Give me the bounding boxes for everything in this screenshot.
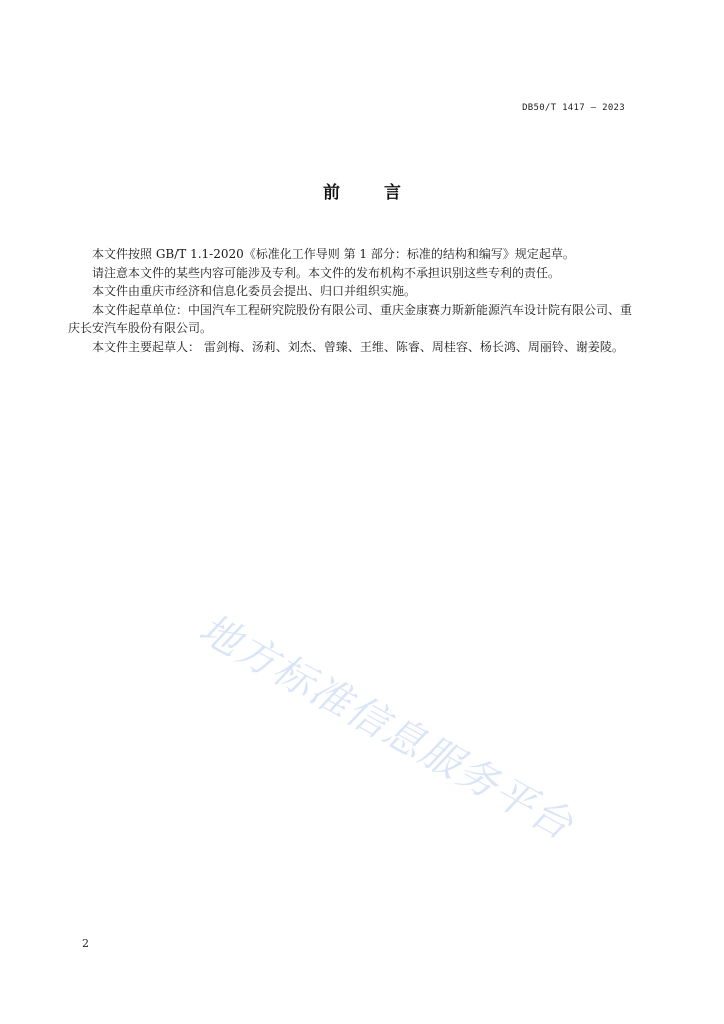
preface-paragraph-patent-notice: 请注意本文件的某些内容可能涉及专利。本文件的发布机构不承担识别这些专利的责任。 (92, 265, 561, 280)
watermark: 地方标准信息服务平台 (191, 605, 582, 850)
preface-paragraph-proposer: 本文件由重庆市经济和信息化委员会提出、归口并组织实施。 (92, 284, 417, 299)
preface-paragraph-drafters: 本文件主要起草人： 雷剑梅、汤莉、刘杰、曾臻、王维、陈睿、周桂容、杨长鸿、周丽铃、谢姜陵。 (92, 339, 624, 354)
preface-paragraph-drafting-units: 本文件起草单位：中国汽车工程研究院股份有限公司、重庆金康赛力斯新能源汽车设计院有限公司、重庆长安汽车股份有限公司。 (68, 302, 633, 336)
page-title-text: 前言 (323, 183, 445, 203)
standard-code-header: DB50/T 1417 — 2023 (522, 103, 625, 113)
preface-paragraph-drafting-rules: 本文件按照 GB/T 1.1-2020《标准化工作导则 第 1 部分：标准的结构和编写》规定起草。 (92, 247, 575, 261)
preface-body (68, 245, 642, 357)
page-title (0, 178, 724, 203)
page-number: 2 (82, 937, 89, 950)
